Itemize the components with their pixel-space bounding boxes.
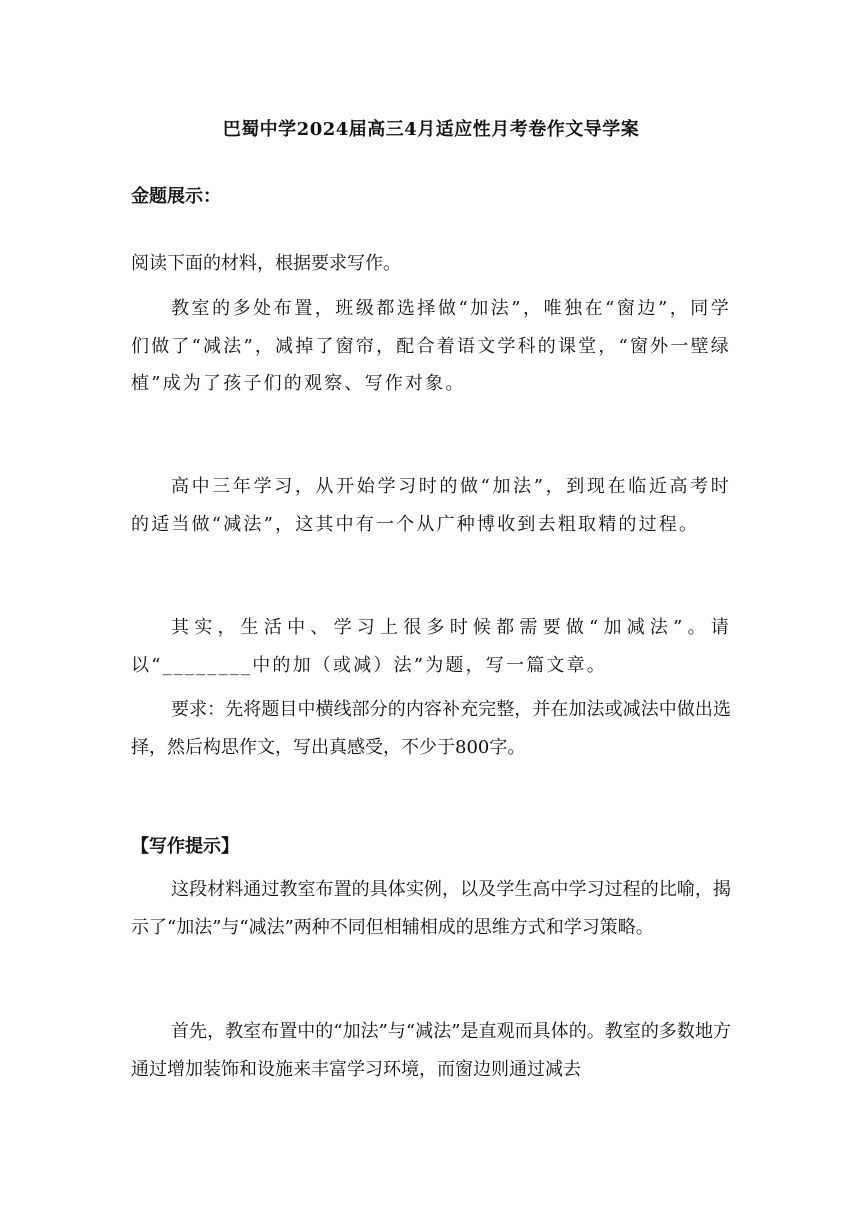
section-heading-prompt: 金题展示： [131,186,221,207]
document-page [131,0,731,1216]
document-title: 巴蜀中学2024届高三4月适应性月考卷作文导学案 [222,119,640,140]
material-paragraph-3: 其实，生活中、学习上很多时候都需要做“加减法”。请以“________中的加（或减）法”为题，写一篇文章。 [131,617,731,676]
tips-paragraph-1: 这段材料通过教室布置的具体实例，以及学生高中学习过程的比喻，揭示了“加法”与“减法”两种不同但相辅相成的思维方式和学习策略。 [131,879,731,938]
material-paragraph-1: 教室的多处布置，班级都选择做“加法”，唯独在“窗边”，同学们做了“减法”，减掉了窗帘，配合着语文学科的课堂，“窗外一壁绿植”成为了孩子们的观察、写作对象。 [131,298,731,394]
intro-line: 阅读下面的材料，根据要求写作。 [131,253,401,274]
material-paragraph-2: 高中三年学习，从开始学习时的做“加法”，到现在临近高考时的适当做“减法”，这其中有一个从广种博收到去粗取精的过程。 [131,476,731,535]
requirement-paragraph: 要求：先将题目中横线部分的内容补充完整，并在加法或减法中做出选择，然后构思作文，写出真感受，不少于800字。 [131,699,731,758]
tips-paragraph-2: 首先，教室布置中的“加法”与“减法”是直观而具体的。教室的多数地方通过增加装饰和设施来丰富学习环境，而窗边则通过减去 [131,1021,731,1080]
section-heading-tips: 【写作提示】 [131,836,239,857]
